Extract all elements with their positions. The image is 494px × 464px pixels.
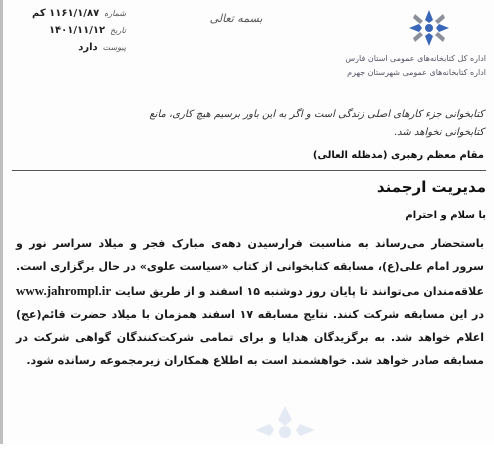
divider xyxy=(12,170,486,171)
salutation: با سلام و احترام xyxy=(405,210,486,221)
page-edge xyxy=(0,0,3,444)
body-text-part-2: در این مسابقه شرکت کنند. نتایج مسابقه ۱۷ اسفند همزمان با میلاد حضرت قائم(عج) اعلام خواهد شد. به برگزیدگان هدایا و برای تمامی شرکت‌کنندگان گواهی شرکت در مسابقه صادر خواهد شد. خواهشمند است به اطلاع همکاران زیرمجموعه رسانده شود. xyxy=(16,307,484,368)
org-line-province: اداره کل کتابخانه‌های عمومی استان فارس xyxy=(345,54,486,63)
organization-name xyxy=(272,52,486,80)
date-label: تاریخ xyxy=(110,26,126,35)
number-row xyxy=(14,8,126,25)
library-logo-icon xyxy=(400,6,458,50)
attachment-row xyxy=(14,42,126,59)
invocation: بسمه تعالی xyxy=(209,12,263,25)
letter-body xyxy=(16,232,484,373)
attachment-value: دارد xyxy=(78,42,98,53)
org-line-city: اداره کتابخانه‌های عمومی شهرستان جهرم xyxy=(347,68,486,77)
date-row xyxy=(14,25,126,42)
leader-quote: کتابخوانی جزء کارهای اصلی زندگی است و اگر به این باور برسیم هیچ کاری، مانع کتابخوانی نخواهد شد. xyxy=(149,109,484,138)
number-label: شماره xyxy=(104,9,126,18)
attachment-label: پیوست xyxy=(102,43,126,52)
number-value: ۱۱۶۱/۱/۸۷ کم xyxy=(32,8,100,19)
letter-title: مدیریت ارجمند xyxy=(376,178,486,196)
letter-meta xyxy=(14,8,126,59)
watermark-logo-icon xyxy=(240,400,330,460)
body-text-part-1: باستحضار می‌رساند به مناسبت فرارسیدن دهه‌ی مبارک فجر و میلاد سراسر نور و سرور امام علی(ع)، مسابقه کتابخوانی از کتاب «سیاست علوی» در حال برگزاری است. علاقه‌مندان می‌توانند تا پایان روز دوشنبه ۱۵ اسفند و از طریق سایت xyxy=(16,237,484,298)
date-value: ۱۴۰۱/۱۱/۱۲ xyxy=(48,25,106,36)
website-link[interactable]: www.jahrompl.ir xyxy=(16,282,112,298)
quote-author: مقام معظم رهبری (مدظله العالی) xyxy=(312,150,484,161)
